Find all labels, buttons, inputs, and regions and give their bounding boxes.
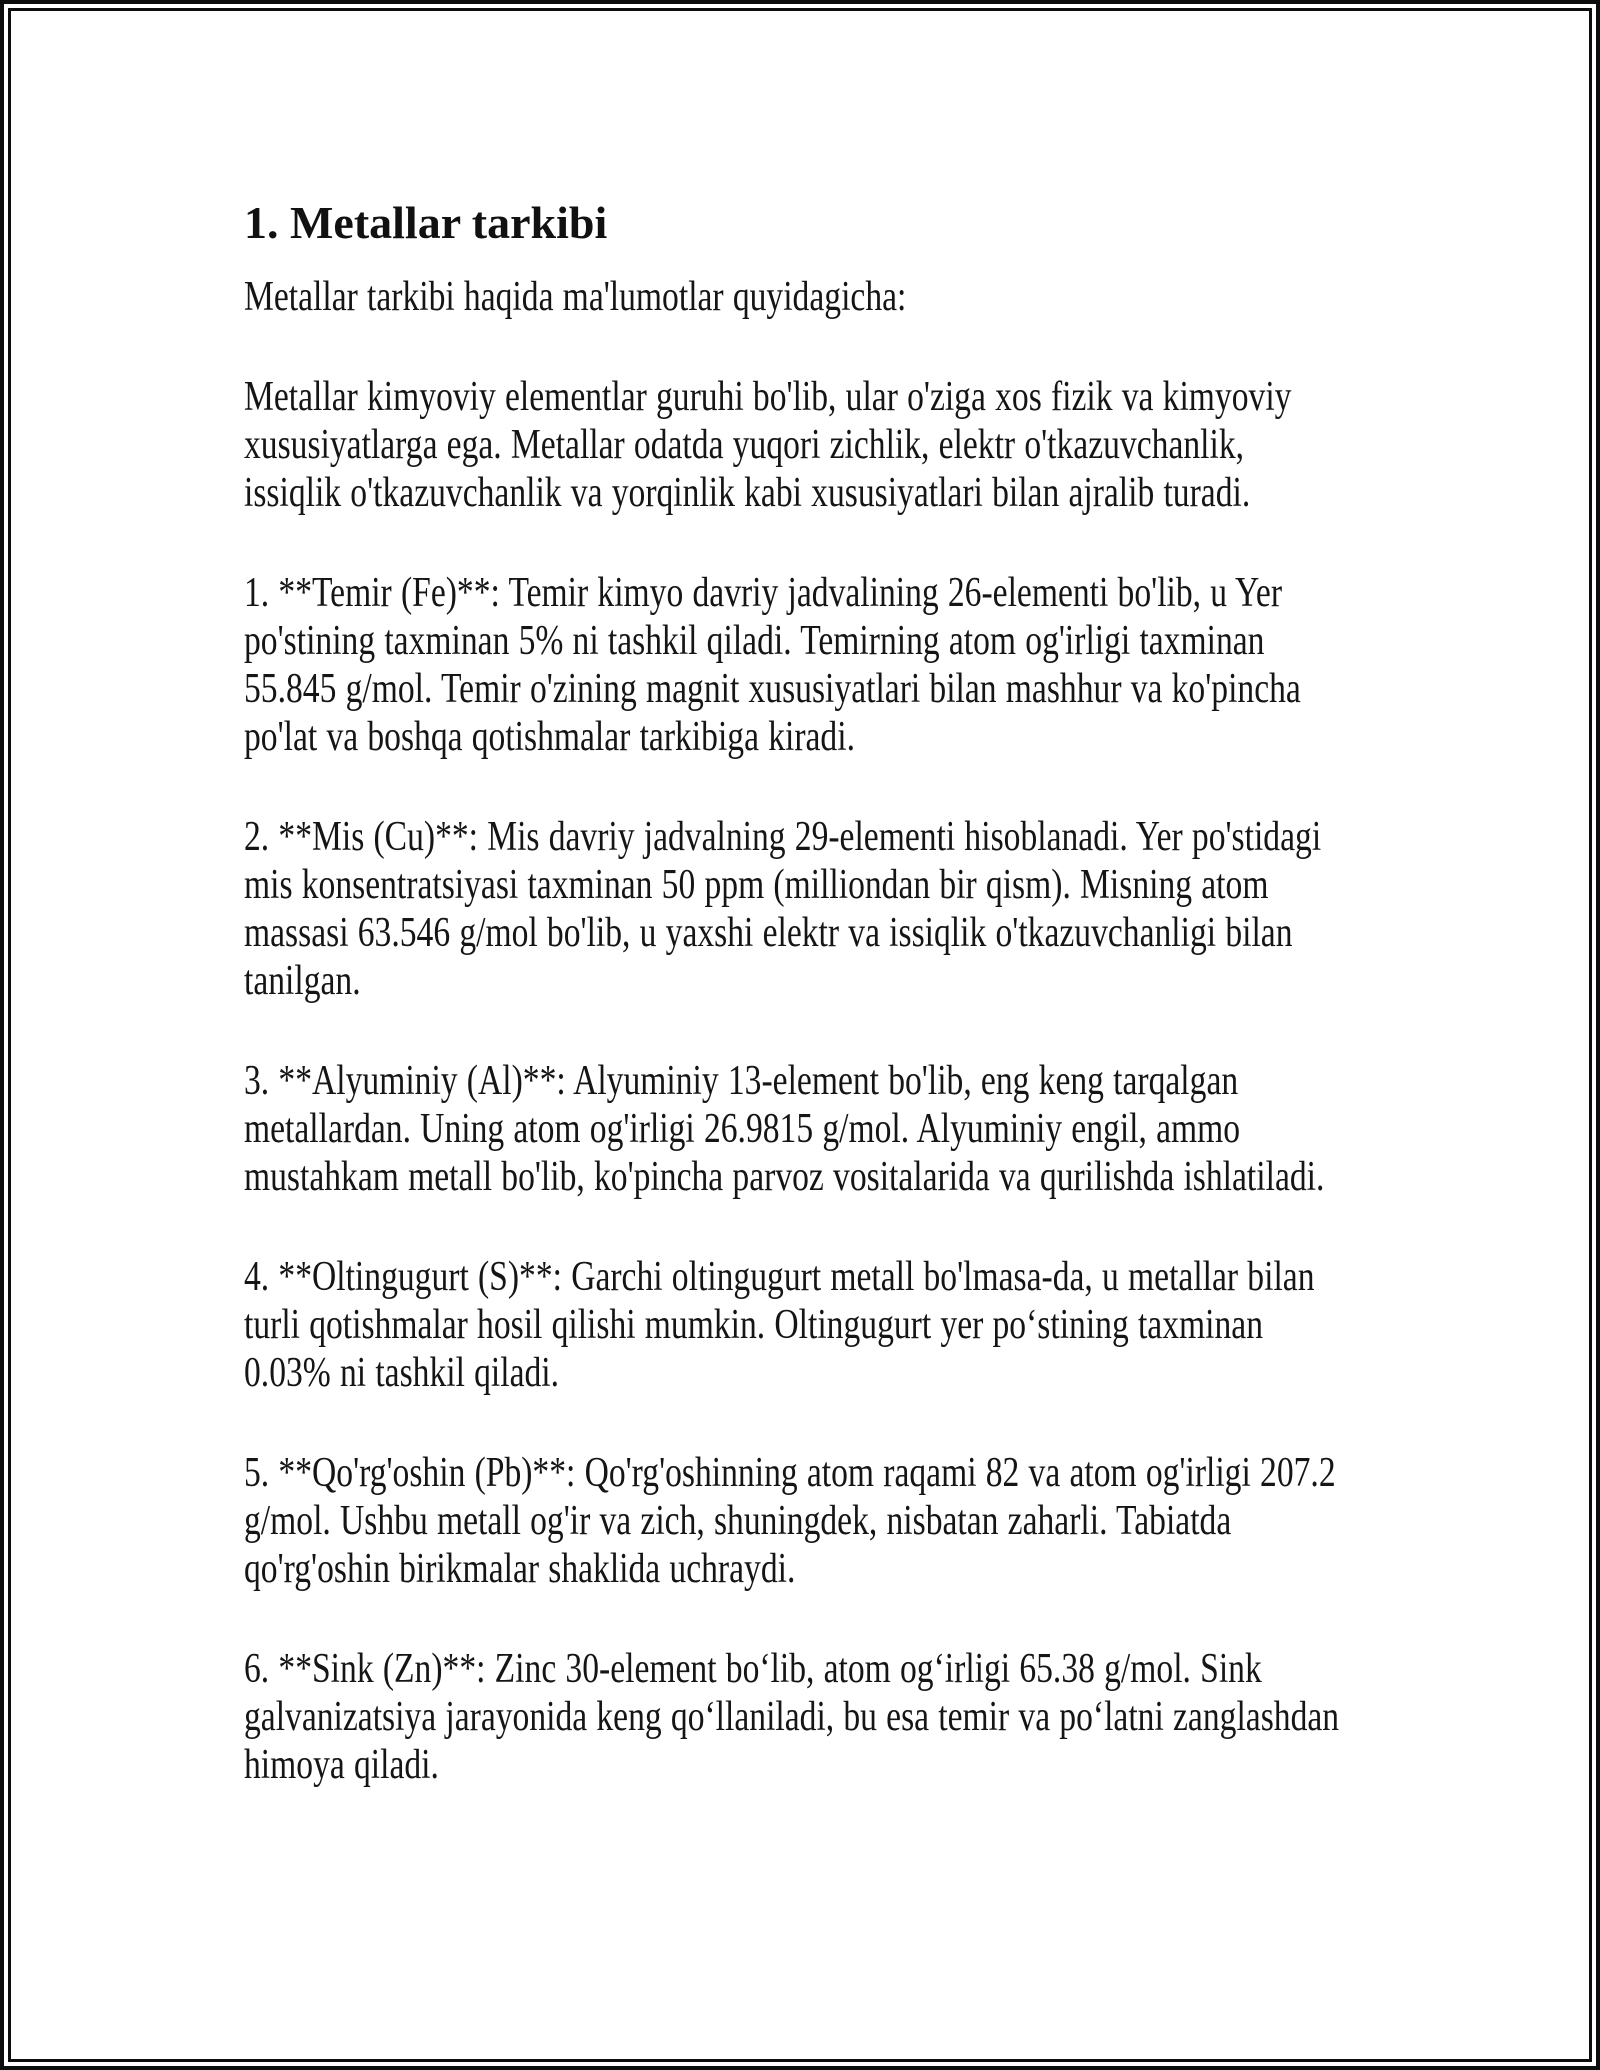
page-inner-border bbox=[8, 8, 1592, 2062]
paragraph-sulfur: 4. **Oltingugurt (S)**: Garchi oltingugurt metall bo'lmasa-da, u metallar bilan turli qotishmalar hosil qilishi mumkin. Oltingugurt yer po‘stining taxminan 0.03% ni tashkil qiladi. bbox=[244, 1254, 1315, 1396]
page-title: 1. Metallar tarkibi bbox=[244, 197, 608, 248]
paragraph-copper: 2. **Mis (Cu)**: Mis davriy jadvalning 29-elementi hisoblanadi. Yer po'stidagi mis konsentratsiyasi taxminan 50 ppm (milliondan bir qism). Misning atom massasi 63.546 g/mol bo'lib, u yaxshi elektr va issiqlik o'tkazuvchanligi bilan tanilgan. bbox=[244, 814, 1322, 1004]
paragraph-metals-overview: Metallar kimyoviy elementlar guruhi bo'lib, ular o'ziga xos fizik va kimyoviy xususiyatlarga ega. Metallar odatda yuqori zichlik, elektr o'tkazuvchanlik, issiqlik o'tkazuvchanlik va yorqinlik kabi xususiyatlari bilan ajralib turadi. bbox=[244, 374, 1292, 516]
paragraph-zinc: 6. **Sink (Zn)**: Zinc 30-element bo‘lib, atom og‘irligi 65.38 g/mol. Sink galvanizatsiya jarayonida keng qo‘llaniladi, bu esa temir va po‘latni zanglashdan himoya qiladi. bbox=[244, 1646, 1340, 1788]
intro-paragraph: Metallar tarkibi haqida ma'lumotlar quyidagicha: bbox=[244, 274, 907, 320]
paragraph-aluminium: 3. **Alyuminiy (Al)**: Alyuminiy 13-element bo'lib, eng keng tarqalgan metallardan. Uning atom og'irligi 26.9815 g/mol. Alyuminiy engil, ammo mustahkam metall bo'lib, ko'pincha parvoz vositalarida va qurilishda ishlatiladi. bbox=[244, 1058, 1325, 1200]
document-body bbox=[244, 197, 1354, 1789]
paragraph-iron: 1. **Temir (Fe)**: Temir kimyo davriy jadvalining 26-elementi bo'lib, u Yer po'stining taxminan 5% ni tashkil qiladi. Temirning atom og'irligi taxminan 55.845 g/mol. Temir o'zining magnit xususiyatlari bilan mashhur va ko'pincha po'lat va boshqa qotishmalar tarkibiga kiradi. bbox=[244, 570, 1301, 760]
paragraph-lead: 5. **Qo'rg'oshin (Pb)**: Qo'rg'oshinning atom raqami 82 va atom og'irligi 207.2 g/mol. Ushbu metall og'ir va zich, shuningdek, nisbatan zaharli. Tabiatda qo'rg'oshin birikmalar shaklida uchraydi. bbox=[244, 1450, 1336, 1592]
